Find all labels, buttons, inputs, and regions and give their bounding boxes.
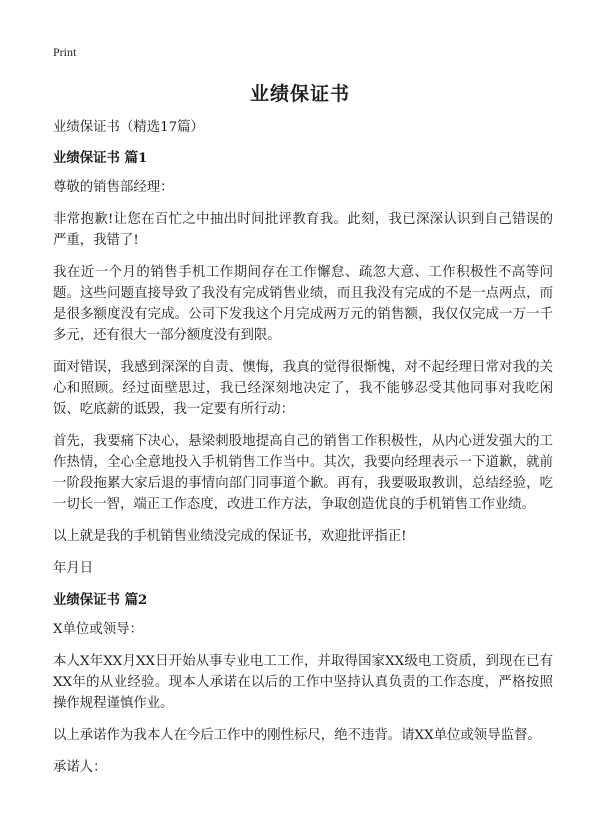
paragraph: 本人X年XX月XX日开始从事专业电工工作，并取得国家XX级电工资质，到现在已有XX年的从业经验。现本人承诺在以后的工作中坚持认真负责的工作态度，严格按照操作规程谨慎作业。 (53, 654, 553, 711)
signatory-line: 承诺人： (53, 760, 107, 775)
section-heading-1: 业绩保证书 篇1 (53, 150, 148, 166)
document-subtitle: 业绩保证书（精选17篇） (53, 120, 204, 135)
paragraph: 我在近一个月的销售手机工作期间存在工作懈怠、疏忽大意、工作积极性不高等问题。这些问题直接导致了我没有完成销售业绩，而且我没有完成的不是一点两点，而是很多额度没有完成。公司下发我这个月完成两万元的销售额，我仅仅完成一万一千多元，还有很大一部分额度没有到限。 (53, 265, 553, 343)
section-heading-2: 业绩保证书 篇2 (53, 592, 148, 608)
paragraph: 以上就是我的手机销售业绩没完成的保证书，欢迎批评指正! (53, 529, 407, 544)
salutation-1: 尊敬的销售部经理： (53, 180, 174, 195)
paragraph: 首先，我要痛下决心，悬梁刺股地提高自己的销售工作积极性，从内心迸发强大的工作热情，全心全意地投入手机销售工作当中。其次，我要向经理表示一下道歉，就前一阶段拖累大家后退的事情向部门同事道个歉。再有，我要吸取教训，总结经验，吃一切长一智，端正工作态度，改进工作方法，争取创造优良的手机销售工作业绩。 (53, 434, 553, 512)
paragraph: 非常抱歉!让您在百忙之中抽出时间批评教育我。此刻，我已深深认识到自己错误的严重，我错了! (53, 212, 553, 248)
print-label[interactable]: Print (53, 45, 77, 59)
salutation-2: X单位或领导： (53, 622, 143, 637)
document-body (53, 117, 553, 789)
page-title: 业绩保证书 (249, 83, 350, 105)
date-line: 年月日 (53, 561, 94, 576)
paragraph: 面对错误，我感到深深的自责、懊悔，我真的觉得很惭愧，对不起经理日常对我的关心和照顾。经过面壁思过，我已经深刻地决定了，我不能够忍受其他同事对我吃闲饭、吃底薪的诋毁，我一定要有所行动： (53, 360, 553, 417)
paragraph: 以上承诺作为我本人在今后工作中的刚性标尺，绝不违背。请XX单位或领导监督。 (53, 728, 541, 743)
